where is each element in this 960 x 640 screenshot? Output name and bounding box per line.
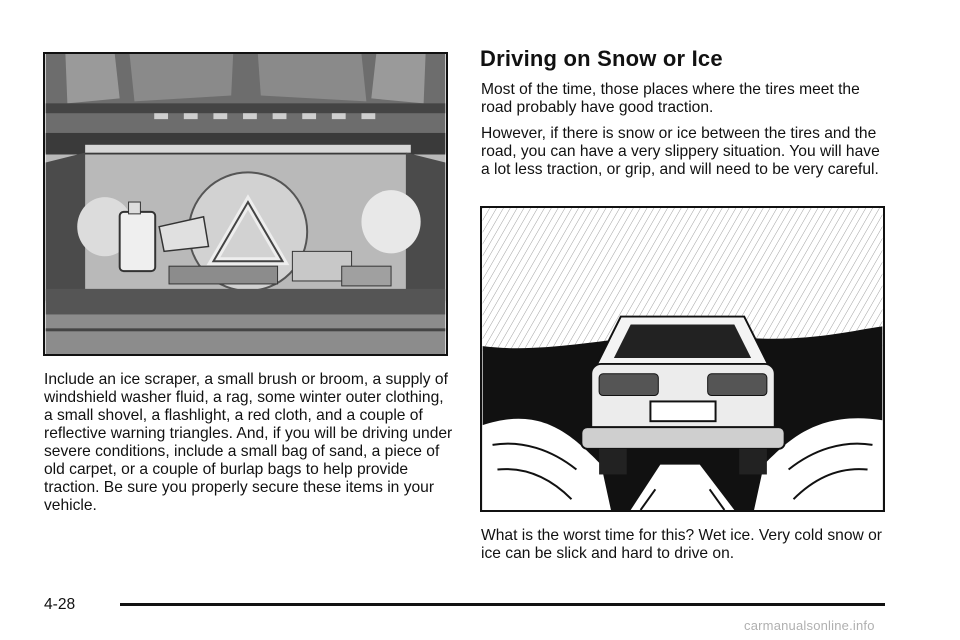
section-heading: Driving on Snow or Ice — [480, 46, 723, 71]
snow-driving-drawing — [482, 208, 883, 510]
snow-driving-illustration — [480, 206, 885, 512]
trunk-supplies-illustration — [43, 52, 448, 356]
footer-rule — [120, 603, 885, 606]
watermark: carmanualsonline.info — [744, 618, 875, 633]
slippery-situation-paragraph: However, if there is snow or ice between the tires and the road, you can have a very slippery situation. You will have a lot less traction, or grip, and will need to be very careful. — [481, 125, 880, 178]
wet-ice-paragraph: What is the worst time for this? Wet ice. Very cold snow or ice can be slick and hard to drive on. — [481, 527, 882, 562]
trunk-supplies-paragraph: Include an ice scraper, a small brush or broom, a supply of windshield washer fluid, a rag, some winter outer clothing, a small shovel, a flashlight, a red cloth, and a couple of reflective warning triangles. And, if you will be driving under severe conditions, include a small bag of sand, a piece of old carpet, or a couple of burlap bags to help provide traction. Be sure you properly secure these items in your vehicle. — [44, 371, 453, 514]
traction-intro-paragraph: Most of the time, those places where the tires meet the road probably have good traction. — [481, 81, 860, 116]
page-number: 4-28 — [44, 596, 76, 613]
trunk-drawing — [45, 54, 446, 354]
